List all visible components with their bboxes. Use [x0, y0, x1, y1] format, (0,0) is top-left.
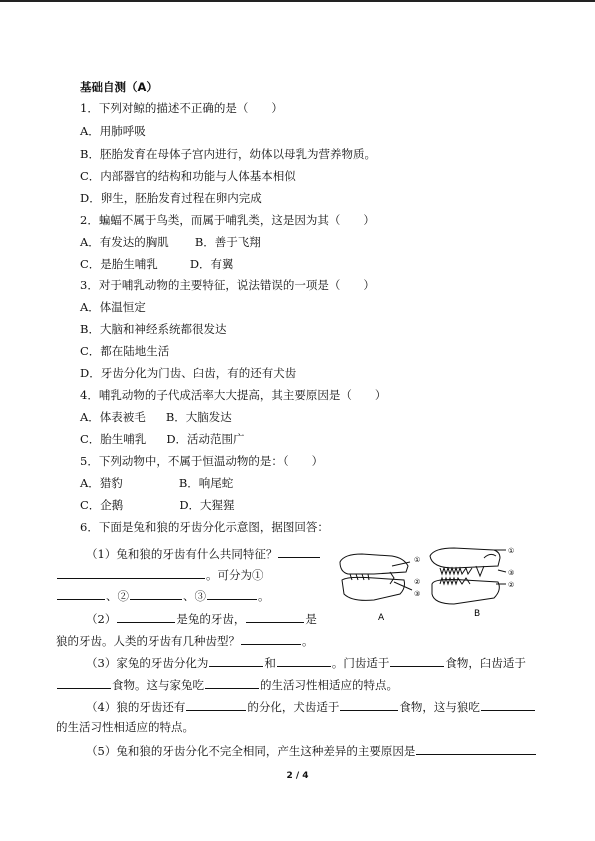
q6-part3-molar: 食物，臼齿适于: [445, 656, 526, 670]
q6-stem: 6．下面是兔和狼的牙齿分化示意图，据图回答：: [80, 520, 329, 534]
rabbit-skull: [340, 554, 412, 600]
q2-option-a: A．有发达的胸肌: [80, 235, 169, 249]
q6-part3-incisor: 。门齿适于: [331, 656, 390, 670]
q4-options-cd: [80, 432, 245, 446]
q1-stem: 1．下列对鲸的描述不正确的是（ ）: [80, 101, 283, 115]
q6-part5-question: （5）兔和狼的牙齿分化不完全相同，产生这种差异的主要原因是: [86, 744, 416, 758]
q6-part1-line1: [86, 545, 321, 561]
q3-option-c: C．都在陆地生活: [80, 344, 170, 358]
q6-part2-is: 是: [305, 612, 317, 626]
q6-part4-canine-use: 的分化，犬齿适于: [247, 700, 340, 714]
q6-part2-human-question: 狼的牙齿。人类的牙齿有几种齿型？: [56, 634, 240, 648]
q6-part3-blank-type1[interactable]: [209, 654, 263, 667]
q6-part2-line2: [56, 632, 314, 648]
figure-label-a: A: [378, 613, 385, 623]
q5-options-ab: [80, 476, 233, 490]
q6-part5-blank-reason[interactable]: [416, 742, 536, 755]
q1-option-c: C．内部器官的结构和功能与人体基本相似: [80, 169, 296, 183]
q6-part1-sep-3: 、③: [183, 589, 206, 603]
q6-part3-blank-molar-use[interactable]: [57, 676, 111, 689]
q2-options-cd: [80, 257, 234, 271]
q3-stem: 3．对于哺乳动物的主要特征，说法错误的一项是（ ）: [80, 278, 375, 292]
q6-part1-sep-2: 、②: [106, 589, 129, 603]
q4-option-a: A．体表被毛: [80, 410, 146, 424]
q3-option-d: D．牙齿分化为门齿、臼齿，有的还有犬齿: [80, 366, 297, 380]
q6-part3-line1: [86, 654, 526, 670]
q6-part1-question: （1）兔和狼的牙齿有什么共同特征？: [86, 547, 278, 561]
q5-option-d: D．大猩猩: [179, 498, 235, 512]
figure-label-b: B: [474, 609, 481, 619]
q6-part2-blank-wolf[interactable]: [246, 610, 304, 623]
q6-part2-line1: [86, 610, 317, 626]
q6-part2-label: （2）: [86, 612, 117, 626]
figure-num-3-b: ③: [508, 569, 515, 577]
q5-options-cd: [80, 498, 235, 512]
q4-options-ab: [80, 410, 232, 424]
q6-part3-blank-rabbit-food[interactable]: [205, 676, 259, 689]
q6-part2-blank-human[interactable]: [241, 632, 301, 645]
q6-part1-line2: [56, 566, 264, 582]
q4-option-c: C．胎生哺乳: [80, 432, 147, 446]
q6-part4-wolf-eats: 食物，这与狼吃: [399, 700, 480, 714]
q6-part1-end: 。: [258, 589, 270, 603]
q2-option-c: C．是胎生哺乳: [80, 257, 158, 271]
q6-part3-label: （3）家兔的牙齿分化为: [86, 656, 209, 670]
q6-part3-blank-incisor-use[interactable]: [390, 654, 444, 667]
wolf-skull: [430, 548, 506, 604]
q6-part1-blank-1[interactable]: [57, 587, 105, 600]
q6-part1-blank-2[interactable]: [130, 587, 182, 600]
q4-option-d: D．活动范围广: [166, 432, 245, 446]
figure-num-1-a: ①: [414, 556, 421, 564]
q6-part4-blank-wolf-food[interactable]: [481, 698, 535, 711]
q6-part4-line1: [86, 698, 536, 714]
figure-num-3-a: ③: [414, 590, 421, 598]
q6-part1-blank-feature-cont[interactable]: [57, 566, 205, 579]
q6-part4-label: （4）狼的牙齿还有: [86, 700, 186, 714]
q1-option-a: A．用肺呼吸: [80, 124, 146, 138]
q6-part1-blank-3[interactable]: [207, 587, 257, 600]
q6-part3-rabbit-eats: 食物。这与家兔吃: [112, 678, 204, 692]
q2-option-d: D．有翼: [189, 257, 234, 271]
q6-part3-blank-type2[interactable]: [277, 654, 331, 667]
q6-part4-blank-canine[interactable]: [186, 698, 246, 711]
q6-part4-blank-canine-use[interactable]: [340, 698, 398, 711]
figure-num-1-b: ①: [508, 547, 515, 555]
q6-part2-blank-rabbit[interactable]: [117, 610, 175, 623]
q5-stem: 5．下列动物中，不属于恒温动物的是：（ ）: [80, 454, 324, 468]
teeth-diagram: [334, 544, 524, 624]
q6-part4-line2: 的生活习性相适应的特点。: [56, 720, 194, 734]
page-number: 2 / 4: [286, 771, 309, 781]
q6-part1-line3: [56, 587, 270, 603]
figure-num-2-a: ②: [414, 578, 421, 586]
q5-option-b: B．响尾蛇: [178, 476, 234, 490]
q6-part3-end: 的生活习性相适应的特点。: [260, 678, 398, 692]
q5-option-c: C．企鹅: [80, 498, 124, 512]
q6-part3-line2: [56, 676, 398, 692]
q6-part5-line1: [86, 742, 537, 758]
q4-option-b: B．大脑发达: [165, 410, 232, 424]
q3-option-b: B．大脑和神经系统都很发达: [80, 322, 227, 336]
q2-options-ab: [80, 235, 261, 249]
page-top-rule: [0, 0, 595, 2]
section-title: 基础自测（A）: [80, 80, 158, 94]
q2-option-b: B．善于飞翔: [194, 235, 261, 249]
q6-part3-and: 和: [264, 656, 276, 670]
q6-part2-end: 。: [302, 634, 314, 648]
q6-part2-rabbit-text: 是兔的牙齿，: [176, 612, 246, 626]
q5-option-a: A．猎豹: [80, 476, 123, 490]
q6-part1-blank-feature[interactable]: [278, 545, 320, 558]
q4-stem: 4．哺乳动物的子代成活率大大提高，其主要原因是（ ）: [80, 388, 387, 402]
q1-option-b: B．胚胎发育在母体子宫内进行，幼体以母乳为营养物质。: [80, 147, 376, 161]
q3-option-a: A．体温恒定: [80, 300, 146, 314]
figure-num-2-b: ②: [508, 581, 515, 589]
q2-stem: 2．蝙蝠不属于鸟类，而属于哺乳类，这是因为其（ ）: [80, 213, 375, 227]
teeth-diagram-svg: [334, 544, 524, 624]
q6-part1-divided-into: 。可分为①: [206, 568, 264, 582]
q1-option-d: D．卵生，胚胎发育过程在卵内完成: [80, 191, 262, 205]
